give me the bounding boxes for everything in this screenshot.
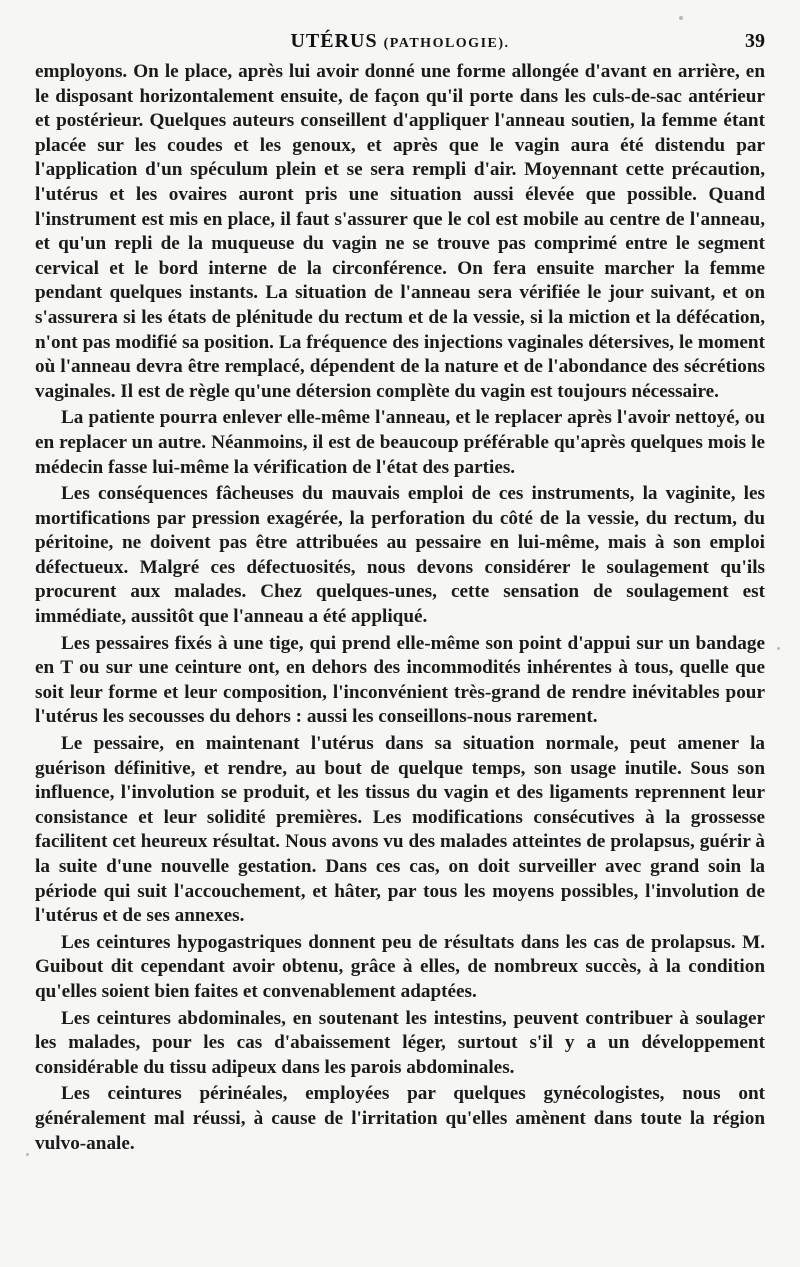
paragraph-3: Les conséquences fâcheuses du mauvais emploi de ces instruments, la vaginite, les mortifications par pression exagérée, la perforation du côté de la vessie, du rectum, du péritoine, ne doivent pas être attribuées au pessaire en lui-même, mais à son emploi défectueux. Malgré ces défectuosités, nous devons considérer le soulagement qu'ils procurent aux malades. Chez quelques-unes, cette sensation de soulagement est immédiate, aussitôt que l'anneau a été appliqué. <box>35 483 765 628</box>
paragraph-5: Le pessaire, en maintenant l'utérus dans sa situation normale, peut amener la guérison définitive, et rendre, au bout de quelque temps, son usage inutile. Sous son influence, l'involution se produit, et les tissus du vagin et des ligaments reprennent leur consistance et leur solidité premières. Les modifications consécutives à la grossesse facilitent cet heureux résultat. Nous avons vu des malades atteintes de prolapsus, guérir à la suite d'une nouvelle gestation. Dans ces cas, on doit surveiller avec grand soin la période qui suit l'accouchement, et hâter, par tous les moyens possibles, l'involution de l'utérus et de ses annexes. <box>35 733 765 927</box>
paragraph-4: Les pessaires fixés à une tige, qui prend elle-même son point d'appui sur un bandage en T ou sur une ceinture ont, en dehors des incommodités inhérentes à tous, quelle que soit leur forme et leur composition, l'inconvénient très-grand de rendre inévitables pour l'utérus les secousses du dehors : aussi les conseillons-nous rarement. <box>35 632 765 728</box>
paragraph-6: Les ceintures hypogastriques donnent peu de résultats dans les cas de prolapsus. M. Guibout dit cependant avoir obtenu, grâce à elles, de nombreux succès, à la condition qu'elles soient bien faites et convenablement adaptées. <box>35 931 765 1002</box>
body-text <box>35 60 765 1156</box>
paragraph-8: Les ceintures périnéales, employées par quelques gynécologistes, nous ont généralement mal réussi, à cause de l'irritation qu'elles amènent dans toute la région vulvo-anale. <box>35 1083 765 1154</box>
paper-speck <box>679 16 683 20</box>
running-title-sub: (PATHOLOGIE). <box>383 36 510 51</box>
paragraph-2: La patiente pourra enlever elle-même l'anneau, et le replacer après l'avoir nettoyé, ou en replacer un autre. Néanmoins, il est de beaucoup préférable qu'après quelques mois le médecin fasse lui-même la vérification de l'état des parties. <box>35 407 765 478</box>
paragraph-7: Les ceintures abdominales, en soutenant les intestins, peuvent contribuer à soulager les malades, pour les cas d'abaissement léger, surtout s'il y a un développement considérable du tissu adipeux dans les parois abdominales. <box>35 1007 765 1078</box>
running-title-main: UTÉRUS <box>290 30 378 52</box>
paper-speck <box>777 647 780 650</box>
page-number: 39 <box>745 30 765 52</box>
paper-speck <box>26 1153 29 1156</box>
page-header <box>35 30 765 58</box>
paragraph-1: employons. On le place, après lui avoir donné une forme allongée d'avant en arrière, en le disposant horizontalement ensuite, de façon qu'il porte dans les culs-de-sac antérieur et postérieur. Quelques auteurs conseillent d'appliquer l'anneau soutien, la femme étant placée sur les coudes et les genoux, et après que le vagin aura été distendu par l'application d'un spéculum plein et se sera rempli d'air. Moyennant cette précaution, l'utérus et les ovaires auront pris une situation aussi élevée que possible. Quand l'instrument est mis en place, il faut s'assurer que le col est mobile au centre de l'anneau, et qu'un repli de la muqueuse du vagin ne se trouve pas comprimé entre le segment cervical et le bord interne de la circonférence. On fera ensuite marcher la femme pendant quelques instants. La situation de l'anneau sera vérifiée le jour suivant, et on s'assurera si les états de plénitude du rectum et de la vessie, si la miction et la défécation, n'ont pas modifié sa position. La fréquence des injections vaginales détersives, le moment où l'anneau devra être remplacé, dépendent de la nature et de l'abondance des sécrétions vaginales. Il est de règle qu'une détersion complète du vagin est toujours nécessaire. <box>35 61 765 402</box>
running-title <box>35 30 765 53</box>
